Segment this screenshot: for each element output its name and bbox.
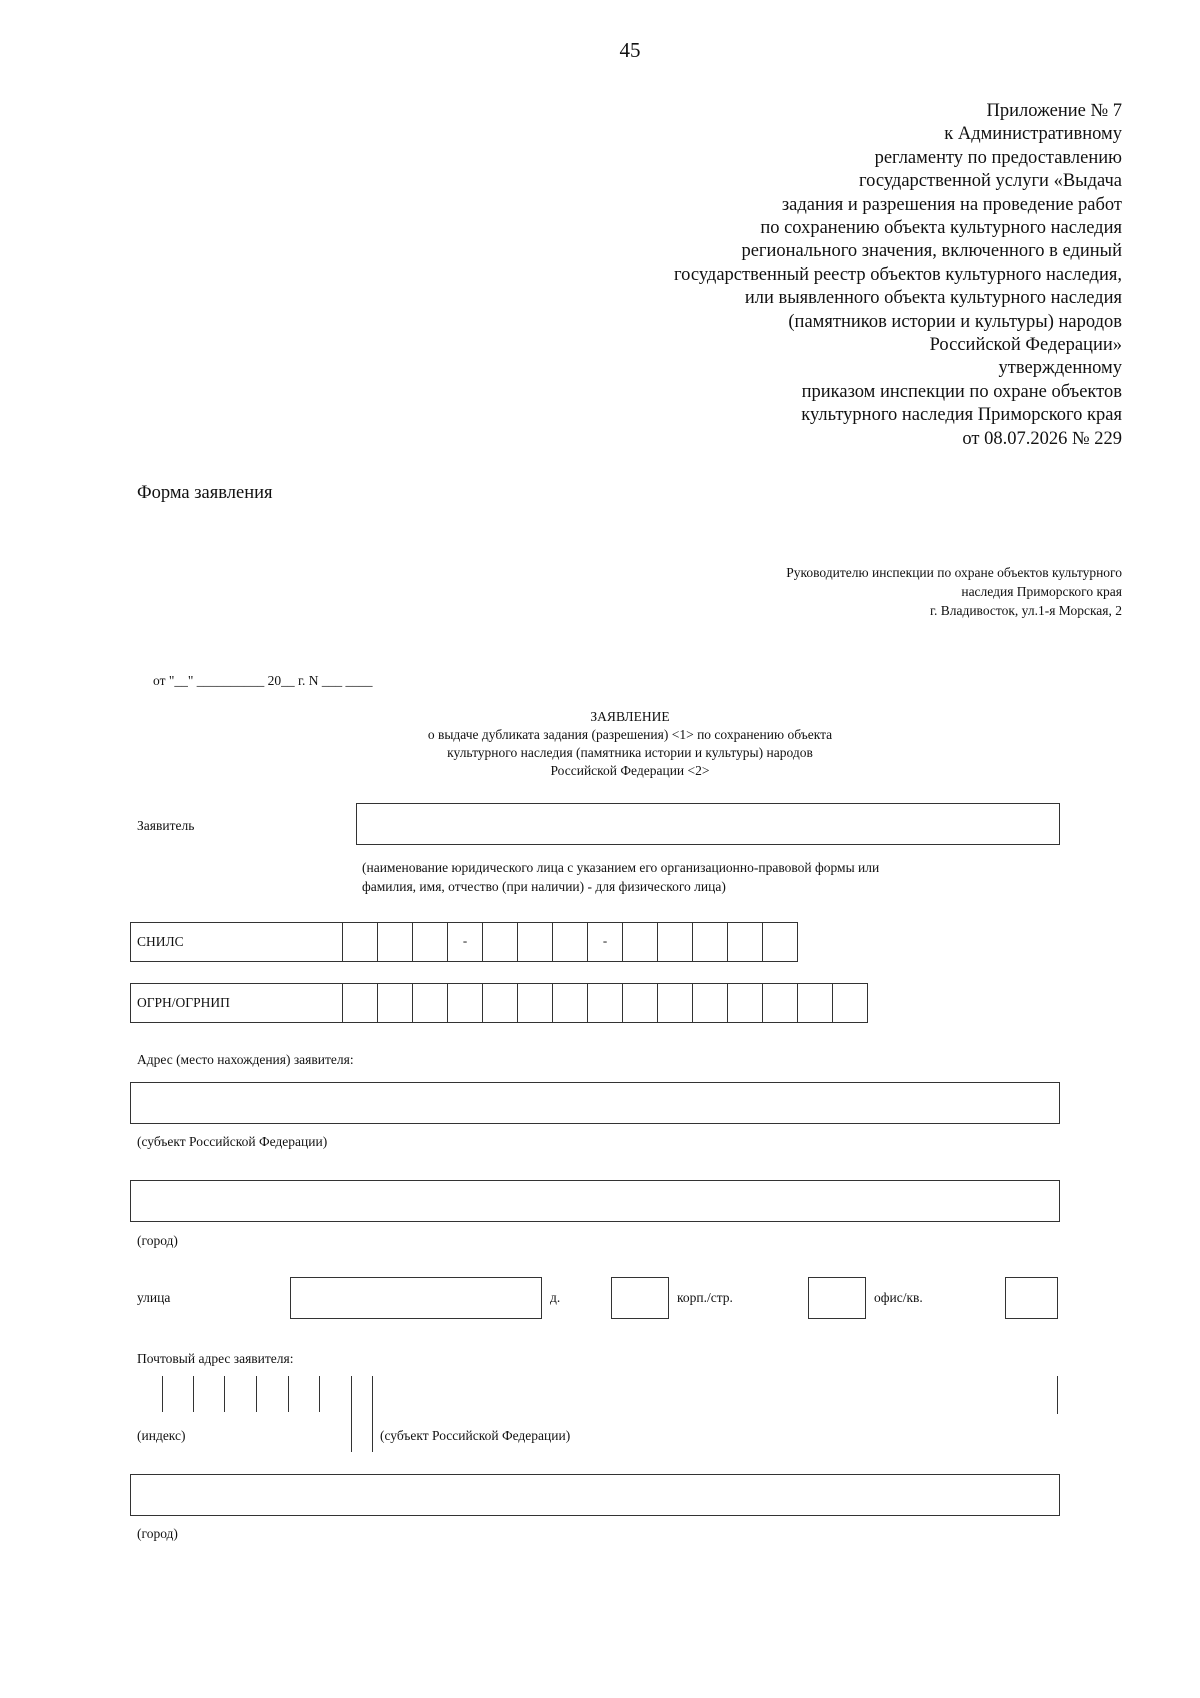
application-title xyxy=(360,708,900,780)
addressee-line: Руководителю инспекции по охране объектов культурного xyxy=(786,565,1122,580)
snils-cell[interactable] xyxy=(343,922,378,962)
street-field[interactable] xyxy=(290,1277,542,1319)
appendix-line: культурного наследия Приморского края xyxy=(801,405,1122,426)
appendix-line: государственный реестр объектов культурного наследия, xyxy=(674,264,1122,285)
appendix-header xyxy=(422,100,1122,451)
ogrn-label: ОГРН/ОГРНИП xyxy=(130,983,343,1023)
title-line: культурного наследия (памятника истории и культуры) народов xyxy=(447,745,813,760)
snils-cell[interactable] xyxy=(658,922,693,962)
postal-subject-field[interactable] xyxy=(373,1376,1057,1414)
title-line: Российской Федерации <2> xyxy=(550,763,710,778)
office-field[interactable] xyxy=(1005,1277,1058,1319)
postal-subject-hint: (субъект Российской Федерации) xyxy=(380,1428,571,1443)
ogrn-cell[interactable] xyxy=(343,983,378,1023)
appendix-line: приказом инспекции по охране объектов xyxy=(801,381,1122,402)
snils-label: СНИЛС xyxy=(130,922,343,962)
applicant-hint xyxy=(362,858,879,896)
address-subject-hint: (субъект Российской Федерации) xyxy=(137,1134,328,1149)
snils-separator: - xyxy=(588,922,623,962)
ogrn-cell[interactable] xyxy=(693,983,728,1023)
appendix-line: (памятников истории и культуры) народов xyxy=(788,311,1122,332)
snils-cell[interactable] xyxy=(553,922,588,962)
snils-cell[interactable] xyxy=(483,922,518,962)
addressee-line: г. Владивосток, ул.1-я Морская, 2 xyxy=(929,603,1122,618)
title-line: о выдаче дубликата задания (разрешения) <1> по сохранению объекта xyxy=(427,727,833,742)
house-label: д. xyxy=(550,1290,561,1305)
appendix-line: или выявленного объекта культурного наследия xyxy=(744,288,1122,309)
snils-cell[interactable] xyxy=(378,922,413,962)
snils-row xyxy=(130,922,798,962)
snils-cell[interactable] xyxy=(413,922,448,962)
ogrn-cell[interactable] xyxy=(763,983,798,1023)
ogrn-cell[interactable] xyxy=(378,983,413,1023)
snils-separator: - xyxy=(448,922,483,962)
ogrn-cell[interactable] xyxy=(588,983,623,1023)
snils-cell[interactable] xyxy=(763,922,798,962)
applicant-hint-line: фамилия, имя, отчество (при наличии) - для физического лица) xyxy=(362,879,726,894)
snils-cell[interactable] xyxy=(623,922,658,962)
title-line: ЗАЯВЛЕНИЕ xyxy=(590,709,670,724)
house-field[interactable] xyxy=(611,1277,669,1319)
form-label: Форма заявления xyxy=(137,483,273,503)
ogrn-cell[interactable] xyxy=(833,983,868,1023)
addressee-block xyxy=(786,563,1122,620)
page-number: 45 xyxy=(619,38,641,62)
street-label: улица xyxy=(137,1290,171,1305)
appendix-line: к Административному xyxy=(944,124,1122,145)
date-number-line: от "__" __________ 20__ г. N ___ ____ xyxy=(153,673,373,688)
applicant-label: Заявитель xyxy=(137,818,195,833)
postal-index-hint: (индекс) xyxy=(137,1428,186,1443)
building-label: корп./стр. xyxy=(677,1290,733,1305)
snils-cell[interactable] xyxy=(518,922,553,962)
appendix-line: Российской Федерации» xyxy=(929,335,1122,356)
ogrn-cell[interactable] xyxy=(728,983,763,1023)
office-label: офис/кв. xyxy=(874,1290,923,1305)
applicant-hint-line: (наименование юридического лица с указанием его организационно-правовой формы или xyxy=(362,860,880,875)
snils-cell[interactable] xyxy=(728,922,763,962)
ogrn-cell[interactable] xyxy=(553,983,588,1023)
address-city-field[interactable] xyxy=(130,1180,1060,1222)
ogrn-cell[interactable] xyxy=(448,983,483,1023)
address-subject-field[interactable] xyxy=(130,1082,1060,1124)
addressee-line: наследия Приморского края xyxy=(961,584,1122,599)
appendix-line: регионального значения, включенного в единый xyxy=(741,241,1122,262)
postal-heading: Почтовый адрес заявителя: xyxy=(137,1351,294,1366)
applicant-field[interactable] xyxy=(356,803,1060,845)
ogrn-cell[interactable] xyxy=(518,983,553,1023)
postal-city-hint: (город) xyxy=(137,1526,178,1541)
appendix-line: задания и разрешения на проведение работ xyxy=(781,194,1122,215)
appendix-line: государственной услуги «Выдача xyxy=(859,171,1122,192)
ogrn-cell[interactable] xyxy=(413,983,448,1023)
ogrn-cell[interactable] xyxy=(658,983,693,1023)
ogrn-cell[interactable] xyxy=(483,983,518,1023)
postal-city-field[interactable] xyxy=(130,1474,1060,1516)
appendix-line: Приложение № 7 xyxy=(986,101,1122,121)
ogrn-row xyxy=(130,983,868,1023)
appendix-line: утвержденному xyxy=(998,358,1122,379)
address-city-hint: (город) xyxy=(137,1233,178,1248)
ogrn-cell[interactable] xyxy=(623,983,658,1023)
appendix-line: регламенту по предоставлению xyxy=(874,147,1122,168)
postal-subject-edge xyxy=(1057,1376,1058,1414)
appendix-line: по сохранению объекта культурного наследия xyxy=(760,218,1122,239)
snils-cell[interactable] xyxy=(693,922,728,962)
ogrn-cell[interactable] xyxy=(798,983,833,1023)
address-heading: Адрес (место нахождения) заявителя: xyxy=(137,1052,354,1067)
building-field[interactable] xyxy=(808,1277,866,1319)
appendix-line: от 08.07.2026 № 229 xyxy=(962,428,1122,449)
postal-index-field[interactable] xyxy=(162,1376,352,1414)
